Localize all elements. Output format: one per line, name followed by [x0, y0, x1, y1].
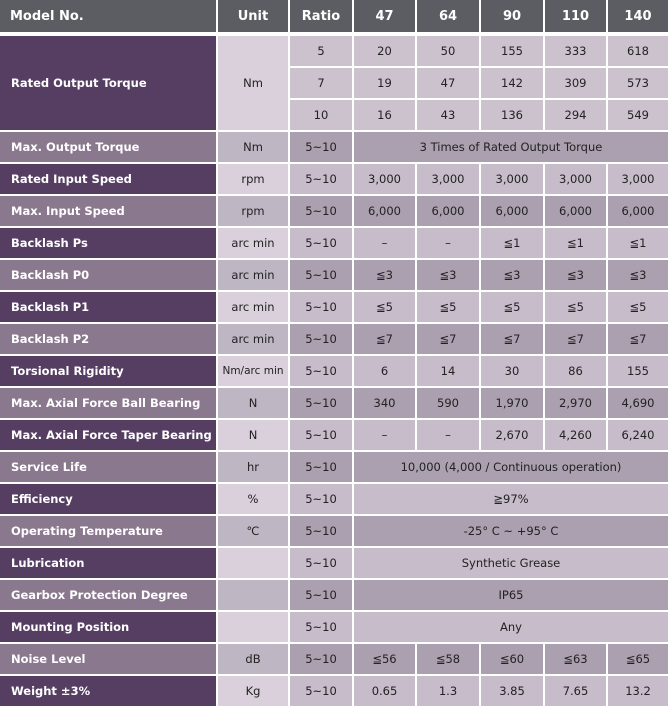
- header-model-110: 110: [545, 0, 608, 36]
- value-cell: 1.3: [417, 676, 481, 708]
- ratio-cell: 5~10: [290, 516, 354, 548]
- table-row: [0, 36, 670, 68]
- value-cell: 340: [354, 388, 417, 420]
- value-cell: 618: [608, 36, 670, 68]
- table-row: [0, 260, 670, 292]
- value-cell: 6,000: [608, 196, 670, 228]
- row-unit: dB: [218, 644, 290, 676]
- table-row: [0, 164, 670, 196]
- ratio-cell: 5~10: [290, 260, 354, 292]
- value-cell: 549: [608, 100, 670, 132]
- value-cell: 3,000: [417, 164, 481, 196]
- value-cell: 4,690: [608, 388, 670, 420]
- row-label: Lubrication: [0, 548, 218, 580]
- value-cell: ≦5: [354, 292, 417, 324]
- row-label: Max. Input Speed: [0, 196, 218, 228]
- ratio-cell: 5~10: [290, 676, 354, 708]
- row-label: Noise Level: [0, 644, 218, 676]
- value-cell: 7.65: [545, 676, 608, 708]
- row-unit: arc min: [218, 260, 290, 292]
- value-cell: 333: [545, 36, 608, 68]
- row-label: Max. Output Torque: [0, 132, 218, 164]
- row-unit: Nm: [218, 36, 290, 132]
- row-label: Mounting Position: [0, 612, 218, 644]
- merged-value-cell: 3 Times of Rated Output Torque: [354, 132, 670, 164]
- ratio-cell: 5~10: [290, 580, 354, 612]
- header-unit: Unit: [218, 0, 290, 36]
- header-model-64: 64: [417, 0, 481, 36]
- value-cell: ≦58: [417, 644, 481, 676]
- value-cell: ≦7: [481, 324, 545, 356]
- row-unit: [218, 580, 290, 612]
- row-unit: [218, 548, 290, 580]
- value-cell: 294: [545, 100, 608, 132]
- value-cell: ≦7: [417, 324, 481, 356]
- row-unit: [218, 612, 290, 644]
- value-cell: 6: [354, 356, 417, 388]
- ratio-cell: 5~10: [290, 548, 354, 580]
- value-cell: ≦1: [481, 228, 545, 260]
- row-unit: Nm: [218, 132, 290, 164]
- value-cell: 50: [417, 36, 481, 68]
- ratio-cell: 5~10: [290, 356, 354, 388]
- table-row: [0, 228, 670, 260]
- row-unit: N: [218, 388, 290, 420]
- value-cell: ≦5: [545, 292, 608, 324]
- value-cell: 155: [481, 36, 545, 68]
- ratio-cell: 5~10: [290, 228, 354, 260]
- row-label: Backlash P1: [0, 292, 218, 324]
- row-unit: hr: [218, 452, 290, 484]
- row-label: Backlash P0: [0, 260, 218, 292]
- merged-value-cell: ≧97%: [354, 484, 670, 516]
- value-cell: ≦5: [608, 292, 670, 324]
- table-row: [0, 420, 670, 452]
- value-cell: ≦3: [481, 260, 545, 292]
- ratio-cell: 5~10: [290, 644, 354, 676]
- row-label: Max. Axial Force Ball Bearing: [0, 388, 218, 420]
- ratio-cell: 5~10: [290, 132, 354, 164]
- value-cell: ≦65: [608, 644, 670, 676]
- value-cell: 4,260: [545, 420, 608, 452]
- ratio-cell: 5~10: [290, 164, 354, 196]
- table-row: [0, 484, 670, 516]
- row-unit: Nm/arc min: [218, 356, 290, 388]
- merged-value-cell: 10,000 (4,000 / Continuous operation): [354, 452, 670, 484]
- row-unit: arc min: [218, 324, 290, 356]
- value-cell: 3,000: [481, 164, 545, 196]
- value-cell: 47: [417, 68, 481, 100]
- value-cell: 30: [481, 356, 545, 388]
- row-unit: %: [218, 484, 290, 516]
- value-cell: 309: [545, 68, 608, 100]
- row-label: Weight ±3%: [0, 676, 218, 708]
- ratio-cell: 5~10: [290, 292, 354, 324]
- value-cell: 3.85: [481, 676, 545, 708]
- row-unit: rpm: [218, 196, 290, 228]
- ratio-cell: 5~10: [290, 420, 354, 452]
- value-cell: 2,970: [545, 388, 608, 420]
- value-cell: 43: [417, 100, 481, 132]
- row-unit: ℃: [218, 516, 290, 548]
- value-cell: 155: [608, 356, 670, 388]
- value-cell: 19: [354, 68, 417, 100]
- value-cell: –: [417, 420, 481, 452]
- table-row: [0, 452, 670, 484]
- value-cell: ≦3: [545, 260, 608, 292]
- value-cell: 13.2: [608, 676, 670, 708]
- value-cell: 573: [608, 68, 670, 100]
- ratio-cell: 5~10: [290, 324, 354, 356]
- value-cell: –: [417, 228, 481, 260]
- header-model-90: 90: [481, 0, 545, 36]
- value-cell: 142: [481, 68, 545, 100]
- table-row: [0, 612, 670, 644]
- table-row: [0, 292, 670, 324]
- value-cell: 16: [354, 100, 417, 132]
- value-cell: 590: [417, 388, 481, 420]
- ratio-cell: 5~10: [290, 452, 354, 484]
- table-row: [0, 644, 670, 676]
- ratio-cell: 5~10: [290, 388, 354, 420]
- table-row: [0, 580, 670, 612]
- value-cell: ≦3: [608, 260, 670, 292]
- value-cell: ≦5: [481, 292, 545, 324]
- ratio-cell: 5: [290, 36, 354, 68]
- header-model-no: Model No.: [0, 0, 218, 36]
- value-cell: ≦3: [417, 260, 481, 292]
- header-model-47: 47: [354, 0, 417, 36]
- table-row: [0, 324, 670, 356]
- header-ratio: Ratio: [290, 0, 354, 36]
- merged-value-cell: Any: [354, 612, 670, 644]
- value-cell: ≦60: [481, 644, 545, 676]
- value-cell: ≦1: [608, 228, 670, 260]
- row-unit: arc min: [218, 228, 290, 260]
- row-label: Rated Input Speed: [0, 164, 218, 196]
- table-row: [0, 388, 670, 420]
- header-row: [0, 0, 670, 36]
- value-cell: 20: [354, 36, 417, 68]
- value-cell: ≦5: [417, 292, 481, 324]
- value-cell: 2,670: [481, 420, 545, 452]
- value-cell: ≦3: [354, 260, 417, 292]
- row-label: Service Life: [0, 452, 218, 484]
- value-cell: 136: [481, 100, 545, 132]
- value-cell: ≦56: [354, 644, 417, 676]
- table-row: [0, 548, 670, 580]
- table-row: [0, 516, 670, 548]
- row-unit: Kg: [218, 676, 290, 708]
- value-cell: 1,970: [481, 388, 545, 420]
- row-unit: rpm: [218, 164, 290, 196]
- value-cell: ≦7: [354, 324, 417, 356]
- value-cell: 6,000: [354, 196, 417, 228]
- value-cell: ≦1: [545, 228, 608, 260]
- value-cell: –: [354, 420, 417, 452]
- ratio-cell: 5~10: [290, 484, 354, 516]
- value-cell: 6,000: [481, 196, 545, 228]
- value-cell: 3,000: [545, 164, 608, 196]
- value-cell: 6,000: [545, 196, 608, 228]
- value-cell: 86: [545, 356, 608, 388]
- value-cell: ≦63: [545, 644, 608, 676]
- value-cell: 3,000: [354, 164, 417, 196]
- row-label: Operating Temperature: [0, 516, 218, 548]
- row-label: Efficiency: [0, 484, 218, 516]
- value-cell: 6,000: [417, 196, 481, 228]
- row-unit: arc min: [218, 292, 290, 324]
- row-label: Rated Output Torque: [0, 36, 218, 132]
- ratio-cell: 10: [290, 100, 354, 132]
- table-row: [0, 676, 670, 708]
- row-label: Torsional Rigidity: [0, 356, 218, 388]
- value-cell: 14: [417, 356, 481, 388]
- merged-value-cell: IP65: [354, 580, 670, 612]
- header-model-140: 140: [608, 0, 670, 36]
- value-cell: 3,000: [608, 164, 670, 196]
- value-cell: ≦7: [545, 324, 608, 356]
- merged-value-cell: -25° C ~ +95° C: [354, 516, 670, 548]
- value-cell: 0.65: [354, 676, 417, 708]
- table-row: [0, 132, 670, 164]
- row-label: Gearbox Protection Degree: [0, 580, 218, 612]
- ratio-cell: 7: [290, 68, 354, 100]
- table-row: [0, 196, 670, 228]
- row-label: Max. Axial Force Taper Bearing: [0, 420, 218, 452]
- row-label: Backlash Ps: [0, 228, 218, 260]
- row-unit: N: [218, 420, 290, 452]
- ratio-cell: 5~10: [290, 612, 354, 644]
- value-cell: –: [354, 228, 417, 260]
- merged-value-cell: Synthetic Grease: [354, 548, 670, 580]
- table-row: [0, 356, 670, 388]
- value-cell: 6,240: [608, 420, 670, 452]
- ratio-cell: 5~10: [290, 196, 354, 228]
- value-cell: ≦7: [608, 324, 670, 356]
- row-label: Backlash P2: [0, 324, 218, 356]
